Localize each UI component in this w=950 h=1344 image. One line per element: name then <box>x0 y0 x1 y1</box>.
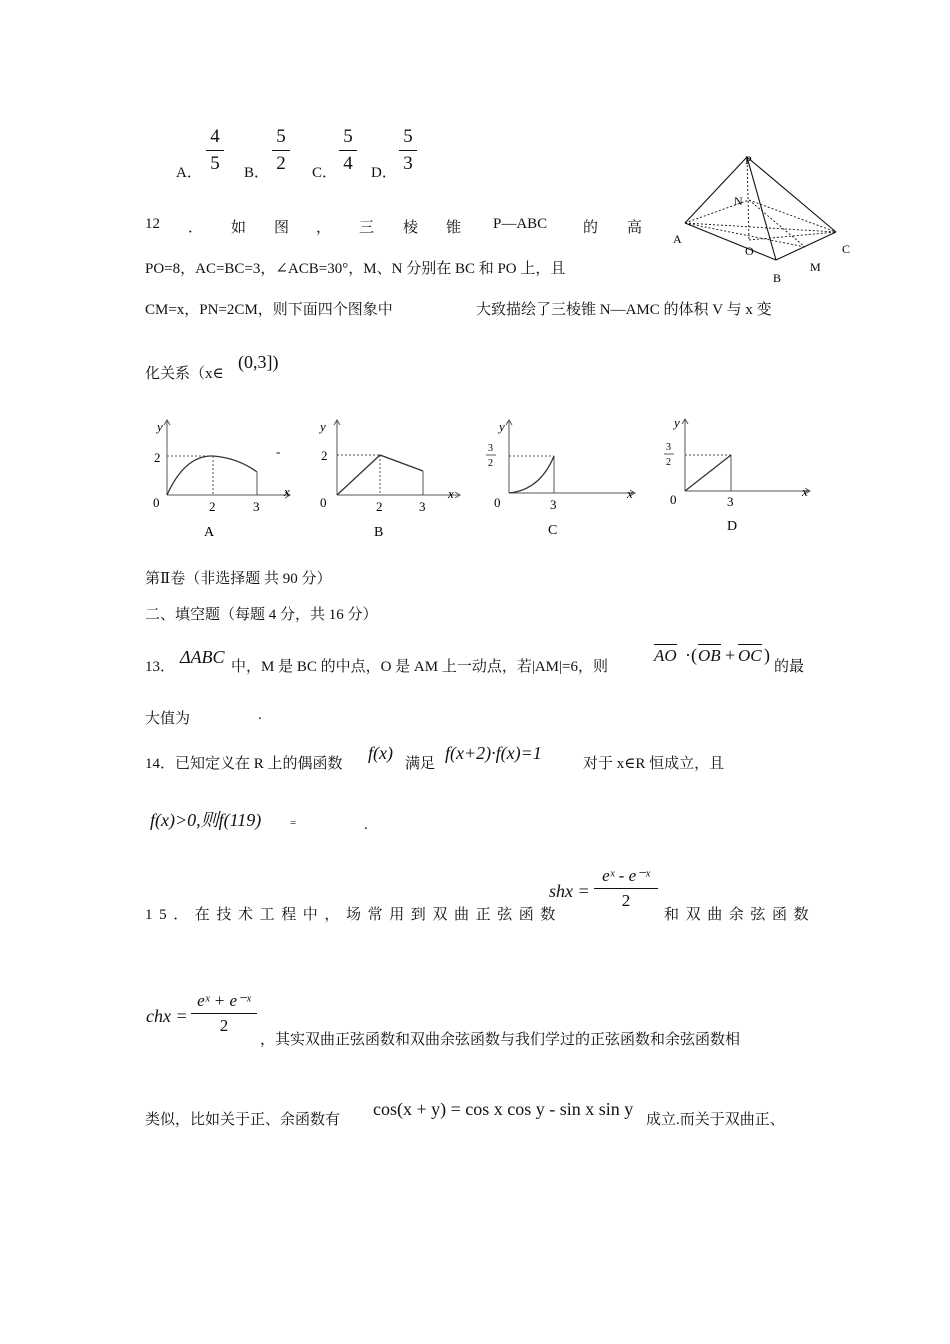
q13-vector-ob: OB <box>698 646 721 665</box>
q13-number: 13． <box>145 659 176 675</box>
y-label: y <box>674 415 680 430</box>
q13-line2b: . <box>258 707 262 723</box>
edge-bc <box>776 232 836 260</box>
height-po <box>747 157 749 240</box>
q14-text1: 14．已知定义在 R 上的偶函数 <box>145 756 343 772</box>
label-a: A <box>673 232 682 246</box>
q12-char: 的 <box>583 220 599 236</box>
q12-dot: ． <box>188 220 204 236</box>
q12-line3a: CM=x，PN=2CM，则下面四个图象中 <box>145 302 393 318</box>
q13-dot: ·( <box>685 645 697 665</box>
q12-line4: 化关系（x∈ <box>145 366 224 382</box>
label-n: N <box>734 194 743 208</box>
origin-label: 0 <box>153 495 160 510</box>
section-subtitle: 二、填空题（每题 4 分，共 16 分） <box>145 607 378 623</box>
q14-eqsign: = <box>290 817 297 829</box>
x-label: x <box>802 484 808 499</box>
segment-nm <box>749 200 805 247</box>
q12-interval: (0,3]) <box>238 352 279 372</box>
y-label: y <box>499 419 505 434</box>
option-a-letter: A． <box>176 165 202 181</box>
graph-b <box>310 410 470 545</box>
q14-fx: f(x) <box>368 743 393 763</box>
label-c: C <box>842 242 851 256</box>
graph-a <box>140 410 300 545</box>
x-tick: 3 <box>419 499 426 514</box>
y-tick-num: 3 <box>666 442 671 453</box>
curve <box>509 456 554 493</box>
q14-text2: 满足 <box>405 756 436 772</box>
curve <box>167 456 257 495</box>
pyramid-figure <box>665 150 865 290</box>
q12-char: 三 <box>359 220 375 236</box>
y-label: y <box>157 419 163 434</box>
q13-text1: 中，M 是 BC 的中点，O 是 AM 上一动点，若|AM|=6，则 <box>231 659 608 675</box>
q12-char: ， <box>316 220 332 236</box>
y-label: y <box>320 419 326 434</box>
ch-fraction: eˣ + e⁻ˣ 2 <box>191 991 257 1036</box>
line <box>685 455 731 491</box>
label-o: O <box>745 244 754 258</box>
x-label: x <box>627 486 633 501</box>
option-d-fraction: 5 3 <box>399 126 417 175</box>
q15-text3: ，其实双曲正弦函数和双曲余弦函数与我们学过的正弦函数和余弦函数相 <box>260 1032 741 1048</box>
ch-lhs: chx = <box>146 1006 188 1026</box>
sh-lhs: shx = <box>549 881 590 901</box>
q15-text4b: 成立.而关于双曲正、 <box>646 1112 785 1128</box>
origin-label: 0 <box>320 495 327 510</box>
y-tick: 2 <box>154 450 161 465</box>
q12-number: 12 <box>145 216 160 232</box>
q12-line2: PO=8，AC=BC=3，∠ACB=30°，M、N 分别在 BC 和 PO 上，且 <box>145 261 566 277</box>
q12-char: 锥 <box>446 220 462 236</box>
q12-char: 高 <box>627 220 643 236</box>
graph-label: C <box>548 523 558 538</box>
y-tick-den: 2 <box>488 458 493 469</box>
option-b-fraction: 5 2 <box>272 126 290 175</box>
q14-equation: f(x+2)·f(x)=1 <box>445 743 542 763</box>
q12-char: 图 <box>274 220 290 236</box>
q13-vector-ao: AO <box>654 646 677 665</box>
edge-ac-hidden <box>685 223 836 232</box>
q15-text2: 和双曲余弦函数 <box>664 907 816 923</box>
x-tick: 3 <box>727 494 734 509</box>
q14-end: . <box>364 817 368 833</box>
y-tick: 2 <box>321 448 328 463</box>
x-tick: 2 <box>209 499 216 514</box>
x-label: x <box>284 484 290 499</box>
label-p: P <box>745 153 752 167</box>
q13-text2: 的最 <box>774 659 805 675</box>
edge-pa <box>685 157 747 223</box>
q12-char: P—ABC <box>493 216 548 232</box>
origin-label: 0 <box>494 495 501 510</box>
q14-line2: f(x)>0,则f(119) <box>150 810 262 830</box>
edge-pc <box>747 157 836 232</box>
y-tick-den: 2 <box>666 457 671 468</box>
graph-d <box>658 405 823 540</box>
sh-fraction: eˣ - e⁻ˣ 2 <box>594 866 658 911</box>
q12-line3b: 大致描绘了三棱锥 N—AMC 的体积 V 与 x 变 <box>476 302 772 318</box>
q15-text1: 15．在技术工程中，场常用到双曲正弦函数 <box>145 907 563 923</box>
q12-char: 如 <box>231 220 247 236</box>
q13-line2a: 大值为 <box>145 711 191 727</box>
option-b-letter: B． <box>244 165 270 181</box>
q14-text3: 对于 x∈R 恒成立，且 <box>583 756 725 772</box>
q13-plus: + <box>725 645 736 665</box>
x-tick: 3 <box>253 499 260 514</box>
section-title: 第Ⅱ卷（非选择题 共 90 分） <box>145 571 332 587</box>
label-m: M <box>810 260 821 274</box>
q13-vector-oc: OC <box>738 646 762 665</box>
option-c-fraction: 5 4 <box>339 126 357 175</box>
q12-char: 棱 <box>403 220 419 236</box>
x-tick: 2 <box>376 499 383 514</box>
option-d-letter: D． <box>371 165 397 181</box>
q15-formula: cos(x + y) = cos x cos y - sin x sin y <box>373 1099 634 1119</box>
graph-label: A <box>204 525 215 540</box>
x-label: x <box>448 486 454 501</box>
q13-triangle: ΔABC <box>180 647 225 667</box>
graph-label: D <box>727 519 738 534</box>
option-a-fraction: 4 5 <box>206 126 224 175</box>
x-tick: 3 <box>550 497 557 512</box>
edge-ab <box>685 223 776 260</box>
q13-close: ) <box>764 645 770 665</box>
graph-label: B <box>374 525 384 540</box>
q15-text4a: 类似，比如关于正、余函数有 <box>145 1112 341 1128</box>
origin-label: 0 <box>670 492 677 507</box>
option-c-letter: C． <box>312 165 338 181</box>
stray-mark: - <box>276 444 281 459</box>
label-b: B <box>773 271 782 285</box>
y-tick-num: 3 <box>488 443 493 454</box>
graph-c <box>480 410 645 545</box>
